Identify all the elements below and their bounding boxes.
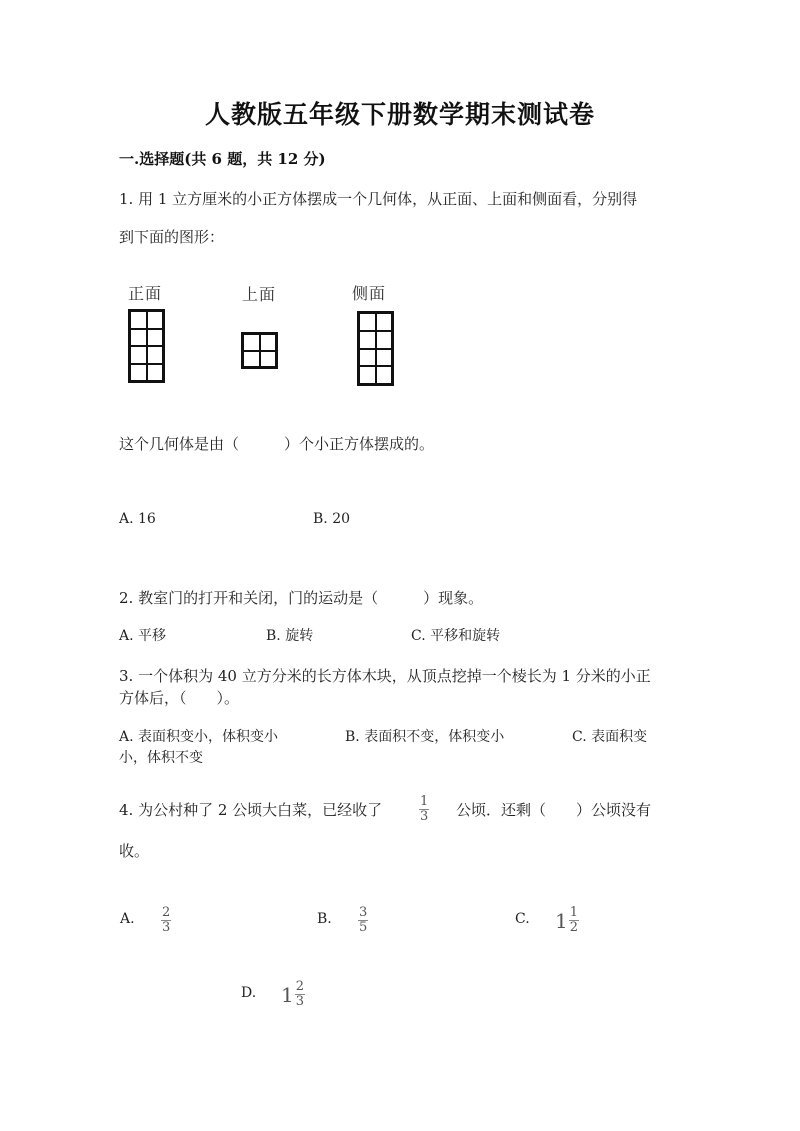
grid-cell: [147, 311, 164, 329]
question-1-option-a[interactable]: A. 16: [119, 511, 156, 527]
grid-cell: [359, 313, 376, 331]
fraction-denominator: 3: [295, 994, 305, 1009]
fraction-denominator: 2: [569, 920, 579, 935]
section-heading: 一.选择题(共 6 题，共 12 分): [119, 150, 326, 168]
option-a-fraction: [161, 906, 171, 935]
question-4-text-part1: 4. 为公村种了 2 公顷大白菜，已经收了: [119, 801, 383, 819]
fraction-denominator: 5: [359, 920, 368, 935]
mixed-fraction: [569, 906, 579, 935]
question-2-option-c[interactable]: C. 平移和旋转: [411, 628, 501, 644]
top-view-grid: [241, 332, 278, 369]
question-3-option-a[interactable]: A. 表面积变小，体积变小: [119, 729, 279, 745]
page-title: 人教版五年级下册数学期末测试卷: [204, 100, 595, 129]
figure-label-front: 正面: [128, 284, 163, 303]
grid-cell: [147, 364, 164, 382]
grid-cell: [130, 346, 147, 364]
question-1-text-line1: 1. 用 1 立方厘米的小正方体摆成一个几何体，从正面、上面和侧面看，分别得: [119, 190, 638, 208]
front-view-grid: [128, 309, 165, 383]
grid-cell: [260, 334, 277, 351]
grid-cell: [359, 349, 376, 367]
grid-cell: [147, 346, 164, 364]
question-3-option-b[interactable]: B. 表面积不变，体积变小: [345, 729, 505, 745]
figure-label-top: 上面: [242, 285, 277, 304]
question-4-text-line2: 收。: [119, 842, 150, 860]
option-c-mixed-number: [555, 906, 579, 935]
grid-cell: [376, 313, 393, 331]
fraction-numerator: 1: [420, 794, 429, 809]
fraction-denominator: 3: [162, 920, 171, 935]
option-letter: B.: [317, 911, 332, 927]
question-3-option-c-continued: 小，体积不变: [119, 750, 203, 766]
fraction-numerator: 2: [295, 979, 305, 994]
grid-cell: [376, 331, 393, 349]
grid-cell: [359, 331, 376, 349]
question-2-text: 2. 教室门的打开和关闭，门的运动是（ ）现象。: [119, 589, 484, 607]
question-3-text-line1: 3. 一个体积为 40 立方分米的长方体木块，从顶点挖掉一个棱长为 1 分米的小正: [119, 667, 651, 685]
grid-cell: [243, 351, 260, 368]
grid-cell: [260, 351, 277, 368]
question-2-option-a[interactable]: A. 平移: [119, 628, 167, 644]
question-3-text-line2: 方体后，（ ）。: [119, 689, 240, 707]
figure-label-side: 侧面: [352, 284, 387, 303]
question-2-option-b[interactable]: B. 旋转: [266, 628, 314, 644]
fraction-numerator: 1: [569, 905, 579, 920]
side-view-grid: [357, 311, 394, 386]
mixed-fraction: [295, 980, 305, 1009]
fraction-denominator: 3: [420, 809, 429, 824]
grid-cell: [147, 329, 164, 347]
grid-cell: [376, 366, 393, 384]
option-letter: A.: [120, 911, 135, 927]
grid-cell: [376, 349, 393, 367]
fraction-numerator: 2: [162, 905, 171, 920]
option-letter: C.: [515, 911, 530, 927]
question-1-option-b[interactable]: B. 20: [313, 511, 351, 527]
mixed-whole: 1: [555, 908, 568, 933]
mixed-whole: 1: [281, 982, 294, 1007]
grid-cell: [243, 334, 260, 351]
question-4-fraction: [419, 795, 429, 824]
option-letter: D.: [241, 985, 257, 1001]
question-3-option-c[interactable]: C. 表面积变: [572, 729, 648, 745]
grid-cell: [359, 366, 376, 384]
grid-cell: [130, 364, 147, 382]
grid-cell: [130, 329, 147, 347]
option-b-fraction: [358, 906, 368, 935]
fraction-numerator: 3: [359, 905, 368, 920]
question-1-text-line2: 到下面的图形：: [119, 228, 225, 246]
question-4-text-part2: 公顷．还剩（ ）公顷没有: [456, 801, 652, 819]
grid-cell: [130, 311, 147, 329]
option-d-mixed-number: [281, 980, 305, 1009]
question-1-prompt: 这个几何体是由（ ）个小正方体摆成的。: [119, 435, 435, 453]
